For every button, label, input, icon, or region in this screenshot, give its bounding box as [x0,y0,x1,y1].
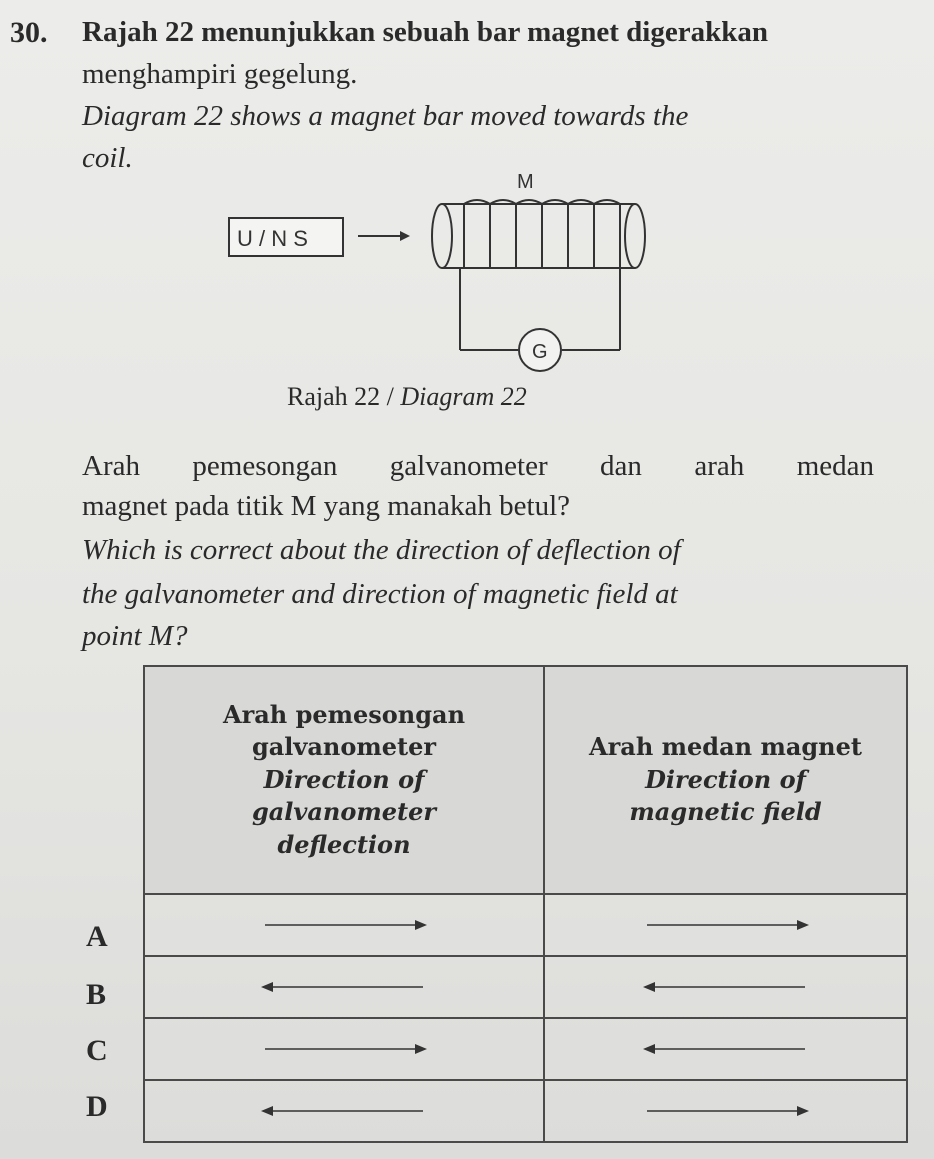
table-row [144,894,907,956]
header-col1-malay-2: galvanometer [251,732,437,762]
deflection-cell [144,1018,544,1080]
prompt-english-line-3: point M? [82,620,188,652]
header-col2-english-1: Direction of [645,764,806,794]
magnet-coil-diagram [220,162,670,372]
question-english-line-1: Diagram 22 shows a magnet bar moved towards the [82,100,689,132]
header-col1-english-3: deflection [277,829,411,859]
header-col2-english-2: magnetic field [629,797,822,827]
field-cell [544,956,907,1018]
question-malay-line-1: Rajah 22 menunjukkan sebuah bar magnet digerakkan [82,16,768,48]
header-col1-english-2: galvanometer [251,797,437,827]
caption-separator: / [380,382,401,411]
header-col2-malay: Arah medan magnet [589,732,862,762]
option-letter-d: D [86,1090,108,1123]
solenoid-coil [432,200,645,268]
field-arrow [641,1041,811,1057]
prompt-english-line-2: the galvanometer and direction of magnetic field at [82,578,678,610]
table-row [144,1018,907,1080]
point-m-label: M [517,171,534,193]
header-col1-english-1: Direction of [263,764,425,794]
question-number: 30. [10,16,48,49]
deflection-cell [144,1080,544,1142]
magnet-label: U / N S [237,226,308,251]
deflection-cell [144,956,544,1018]
prompt-english-line-1: Which is correct about the direction of deflection of [82,534,681,566]
galvanometer-label: G [532,341,548,363]
question-english-line-2: coil. [82,142,133,174]
field-cell [544,894,907,956]
caption-malay: Rajah 22 [287,382,381,411]
header-field [544,666,907,894]
field-arrow [641,1103,811,1119]
table-row [144,956,907,1018]
option-letter-a: A [86,920,108,953]
option-letter-c: C [86,1034,108,1067]
deflection-arrow [259,1041,429,1057]
table-header-row [144,666,907,894]
deflection-arrow [259,917,429,933]
options-table [143,665,908,1143]
caption-english: Diagram 22 [400,382,527,411]
option-letter-b: B [86,978,107,1011]
prompt-malay-line-1: Arah pemesongan galvanometer dan arah medan [82,450,874,482]
prompt-malay-line-2: magnet pada titik M yang manakah betul? [82,490,571,522]
field-cell [544,1080,907,1142]
field-arrow [641,917,811,933]
deflection-cell [144,894,544,956]
field-arrow [641,979,811,995]
diagram-caption [287,382,527,412]
header-deflection [144,666,544,894]
field-cell [544,1018,907,1080]
header-col1-malay-1: Arah pemesongan [222,700,466,730]
deflection-arrow [259,979,429,995]
deflection-arrow [259,1103,429,1119]
table-row [144,1080,907,1142]
question-malay-line-2: menghampiri gegelung. [82,58,358,90]
motion-arrow [358,231,410,241]
